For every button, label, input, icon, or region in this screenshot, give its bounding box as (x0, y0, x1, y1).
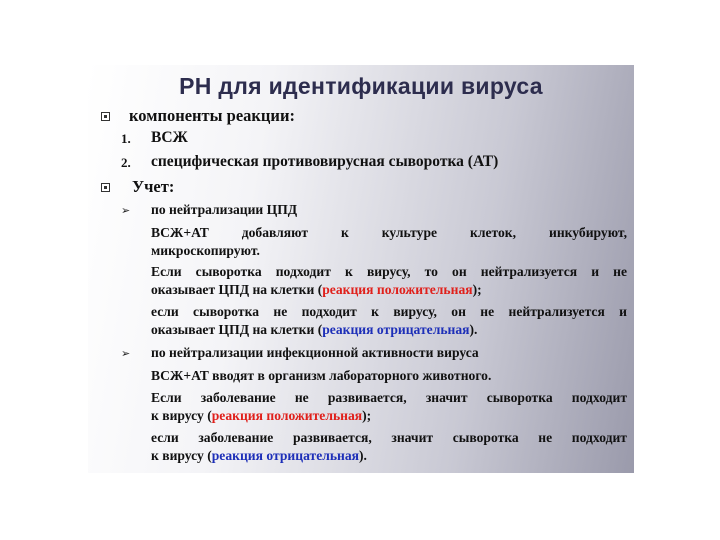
arrowhead-bullet-icon: ➢ (121, 204, 131, 217)
text-segment: ); (472, 282, 482, 297)
paragraph-line: ВСЖ+АТ вводят в организм лабораторного животного. (151, 368, 492, 383)
text-segment: оказывает ЦПД на клетки ( (151, 322, 323, 337)
paragraph-line: ВСЖ+АТ добавляют к культуре клеток, инкубируют, (151, 225, 627, 240)
square-bullet-icon (101, 183, 110, 192)
section2-paragraph1 (151, 367, 627, 385)
paragraph-line: если сыворотка не подходит к вирусу, он не нейтрализуется и (151, 304, 627, 319)
positive-reaction-label: реакция положительная (322, 282, 473, 297)
paragraph-line (151, 447, 627, 465)
text-segment: к вирусу ( (151, 408, 212, 423)
slide (88, 65, 634, 473)
paragraph-line (151, 407, 627, 425)
list-item-number: 2. (121, 155, 131, 170)
text-segment: к вирусу ( (151, 448, 212, 463)
square-bullet-icon (101, 112, 110, 121)
paragraph-line: если заболевание развивается, значит сыворотка не подходит (151, 430, 627, 445)
text-segment: ). (359, 448, 367, 463)
list-item: специфическая противовирусная сыворотка (АТ) (151, 153, 499, 170)
section1-paragraph3 (151, 303, 627, 339)
paragraph-line: микроскопируют. (151, 243, 260, 258)
section2-heading: по нейтрализации инфекционной активности вируса (151, 345, 479, 360)
paragraph-line: Если заболевание не развивается, значит сыворотка подходит (151, 390, 627, 405)
positive-reaction-label: реакция положительная (211, 408, 363, 423)
slide-title: РН для идентификации вируса (179, 73, 543, 99)
paragraph-line (151, 281, 627, 299)
text-segment: ). (469, 322, 478, 337)
arrowhead-bullet-icon: ➢ (121, 347, 131, 360)
section1-paragraph1 (151, 224, 627, 260)
paragraph-line: Если сыворотка подходит к вирусу, то он нейтрализуется и не (151, 264, 627, 279)
section2-paragraph2 (151, 389, 627, 425)
text-segment: оказывает ЦПД на клетки ( (151, 282, 323, 297)
section1-paragraph2 (151, 263, 627, 299)
section1-heading: по нейтрализации ЦПД (151, 202, 298, 217)
negative-reaction-label: реакция отрицательная (211, 448, 360, 463)
components-header: компоненты реакции: (129, 106, 295, 125)
account-header: Учет: (132, 177, 175, 196)
list-item: ВСЖ (151, 129, 188, 146)
negative-reaction-label: реакция отрицательная (322, 322, 470, 337)
list-item-number: 1. (121, 131, 131, 146)
section2-paragraph3 (151, 429, 627, 465)
text-segment: ); (362, 408, 372, 423)
paragraph-line (151, 321, 627, 339)
